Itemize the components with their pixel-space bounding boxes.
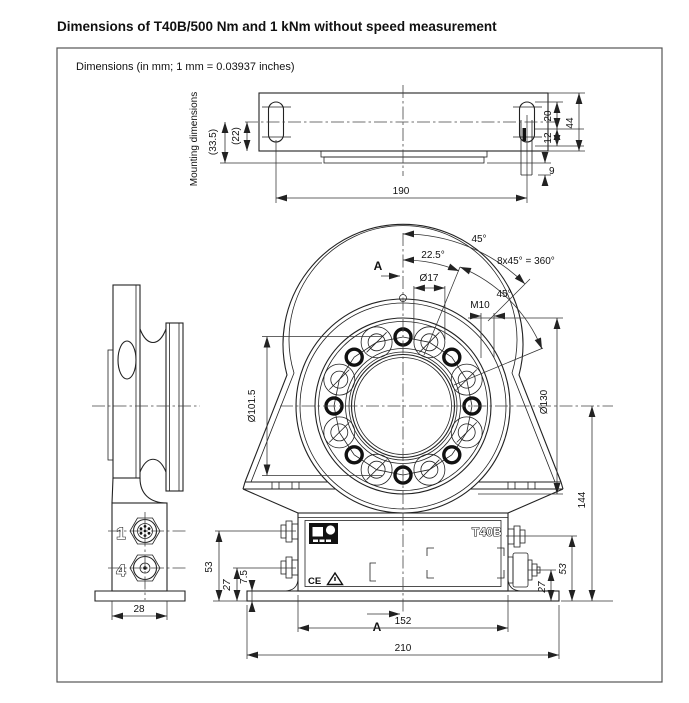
hbm-logo-icon [309,523,338,544]
connector-1-label: 1 [116,524,126,543]
svg-text:53: 53 [558,563,569,575]
svg-text:Ø101.5: Ø101.5 [247,389,258,423]
dim-22-5-deg: 22.5° [421,250,445,261]
svg-text:53: 53 [204,561,215,573]
dim-33-5 [208,122,322,163]
svg-text:(22): (22) [231,127,242,145]
svg-text:152: 152 [394,616,412,627]
dim-45-deg-pitch: 45° [496,289,512,300]
dim-22 [231,122,247,151]
warning-icon [328,573,343,585]
svg-text:20: 20 [543,110,554,122]
dim-28 [112,601,167,620]
svg-text:144: 144 [577,491,588,509]
svg-text:28: 28 [133,604,145,615]
svg-text:27: 27 [537,581,548,593]
dim-20 [535,102,584,129]
svg-text:190: 190 [392,186,410,197]
model-label: T40B [471,527,503,539]
svg-text:A: A [373,259,383,273]
svg-text:9: 9 [549,166,555,177]
side-view [92,285,200,620]
dim-190 [276,115,527,203]
dim-45-deg-top: 45° [471,234,487,245]
section-marker-top [374,259,400,276]
slot-pin [523,128,527,141]
ce-mark: CE [308,576,322,587]
svg-text:Ø130: Ø130 [539,389,550,415]
dim-7-5 [239,570,296,611]
dim-27-left [222,568,296,601]
svg-text:210: 210 [394,643,412,654]
svg-text:44: 44 [565,117,576,129]
page-title: Dimensions of T40B/500 Nm and 1 kNm without speed measurement [57,19,497,34]
svg-text:12: 12 [543,132,554,144]
dim-m10 [470,300,504,358]
dim-210 [247,605,559,659]
svg-text:A: A [372,620,382,634]
top-view [189,85,585,203]
svg-text:Ø17: Ø17 [419,273,439,284]
svg-text:M10: M10 [470,300,490,311]
svg-text:27: 27 [222,579,233,591]
svg-text:(33.5): (33.5) [208,128,219,156]
connector-4-label: 4 [116,561,126,580]
label-corner-marks [370,548,504,581]
dim-12 [535,129,584,146]
units-note: Dimensions (in mm; 1 mm = 0.03937 inches) [76,61,295,73]
label-mounting-dimensions: Mounting dimensions [189,91,200,187]
svg-text:7.5: 7.5 [239,570,250,584]
dim-8x45: 8x45° = 360° [497,256,555,267]
shear-hole [118,341,136,379]
